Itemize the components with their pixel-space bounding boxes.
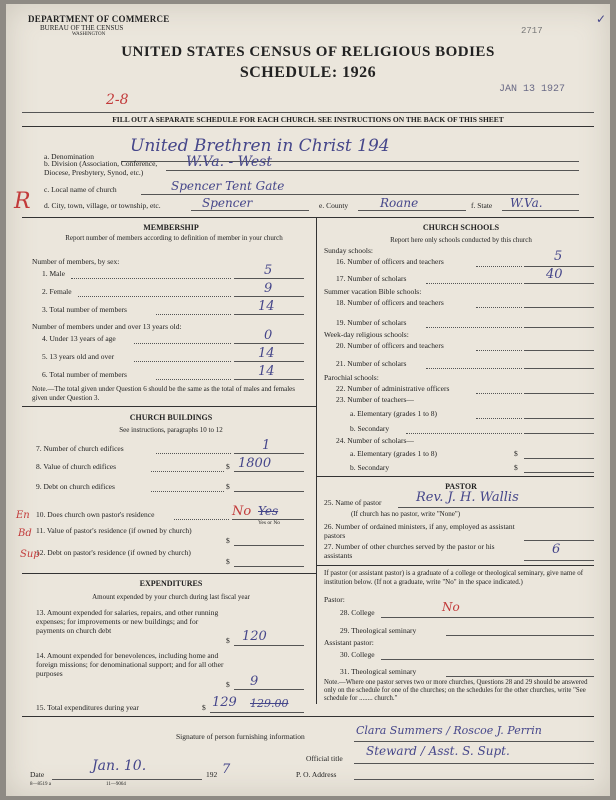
membership-note: Note.—The total given under Question 6 should be the same as the total of males and females given under Question 3.: [32, 385, 296, 402]
print-code: 8—8519 a: [30, 782, 51, 787]
q21-label: 21. Number of scholars: [336, 359, 407, 368]
q7-label: 7. Number of church edifices: [36, 444, 124, 453]
q13-dollar: $: [226, 636, 230, 645]
q11-dollar: $: [226, 536, 230, 545]
form-number: 2717: [521, 26, 543, 36]
instr-rule: [22, 126, 594, 127]
q22-label: 22. Number of administrative officers: [336, 384, 450, 393]
official-title-label: Official title: [306, 754, 343, 763]
sunday-schools-label: Sunday schools:: [324, 246, 373, 255]
local-name-value: Spencer Tent Gate: [171, 179, 285, 193]
form-title: UNITED STATES CENSUS OF RELIGIOUS BODIES: [121, 44, 495, 60]
margin-note-1: En: [16, 510, 30, 521]
q7-value: 1: [262, 438, 271, 453]
q8-dollar: $: [226, 462, 230, 471]
q24-label: 24. Number of scholars—: [336, 436, 414, 445]
county-value: Roane: [380, 196, 419, 210]
margin-note-2: Bd: [18, 528, 32, 539]
year-digit: 7: [222, 762, 231, 777]
received-date-stamp: JAN 13 1927: [499, 84, 566, 95]
q23-label: 23. Number of teachers—: [336, 395, 414, 404]
check-mark-icon: ✓: [596, 12, 607, 26]
pastor-heading: PASTOR: [445, 482, 477, 491]
q24a-dollar: $: [514, 449, 518, 458]
q4-value: 0: [264, 328, 273, 343]
q14-value: 9: [250, 674, 259, 689]
bureau-name: BUREAU OF THE CENSUS: [40, 24, 124, 32]
buildings-sub: See instructions, paragraphs 10 to 12: [119, 426, 223, 434]
assistant-subheading: Assistant pastor:: [324, 638, 374, 647]
schools-heading: CHURCH SCHOOLS: [422, 223, 500, 232]
q15-label: 15. Total expenditures during year: [36, 703, 139, 712]
q27-value: 6: [552, 542, 561, 557]
margin-note-3: Sup: [20, 549, 40, 560]
state-label: f. State: [471, 201, 493, 210]
q18-label: 18. Number of officers and teachers: [336, 298, 444, 307]
q10-label: 10. Does church own pastor's residence: [36, 510, 155, 519]
schools-intro: Report here only schools conducted by this church: [390, 236, 532, 244]
q4-label: 4. Under 13 years of age: [42, 334, 116, 343]
college-note: If pastor (or assistant pastor) is a graduate of a college or theological seminary, give name of institution below. (If not a graduate, write "No" in the space indicated.): [324, 569, 584, 586]
po-address-label: P. O. Address: [296, 770, 337, 779]
local-name-label: c. Local name of church: [44, 185, 117, 194]
q27-label: 27. Number of other churches served by the pastor or his assistants: [324, 542, 495, 560]
top-rule: [22, 112, 594, 113]
q28-label: 28. College: [340, 608, 375, 617]
q23a-label: a. Elementary (grades 1 to 8): [350, 409, 438, 418]
q6-value: 14: [258, 364, 275, 379]
college-rule: [316, 565, 594, 566]
q20-label: 20. Number of officers and teachers: [336, 341, 444, 350]
q25-note: (If church has no pastor, write "None"): [351, 510, 461, 518]
expenditures-heading: EXPENDITURES: [139, 579, 203, 588]
q24b-label: b. Secondary: [350, 463, 390, 472]
pastor-note: Note.—Where one pastor serves two or more churches, Questions 28 and 29 should be answered only on the schedule for one of the churches; on the schedules for the other churches, write "See schedule for ........ church.": [324, 679, 588, 702]
q14-dollar: $: [226, 680, 230, 689]
q19-label: 19. Number of scholars: [336, 318, 407, 327]
year-prefix: 192: [206, 770, 218, 779]
footer-rule: [22, 716, 594, 717]
expenditures-rule: [22, 573, 316, 574]
q23b-label: b. Secondary: [350, 424, 390, 433]
instructions-line: FILL OUT A SEPARATE SCHEDULE FOR EACH CHURCH. SEE INSTRUCTIONS ON THE BACK OF THIS SHEET: [112, 115, 504, 124]
buildings-heading: CHURCH BUILDINGS: [129, 413, 213, 422]
expenditures-sub: Amount expended by your church during last fiscal year: [92, 593, 250, 601]
handwritten-code: 2-8: [106, 92, 129, 108]
membership-intro: Report number of members according to definition of member in your church: [65, 234, 283, 242]
city-value: Spencer: [202, 196, 253, 210]
q9-label: 9. Debt on church edifices: [36, 482, 115, 491]
q5-value: 14: [258, 346, 275, 361]
q29-label: 29. Theological seminary: [340, 626, 417, 635]
division-value: W.Va. - West: [186, 154, 272, 170]
q10-value: No: [232, 504, 252, 519]
column-divider: [316, 217, 317, 704]
q31-label: 31. Theological seminary: [340, 667, 417, 676]
county-label: e. County: [319, 201, 349, 210]
q17-value: 40: [546, 267, 563, 282]
weekday-schools-label: Week-day religious schools:: [324, 330, 409, 339]
q1-label: 1. Male: [42, 269, 65, 278]
signature-value: Clara Summers / Roscoe J. Perrin: [356, 724, 542, 737]
q25-label: 25. Name of pastor: [324, 498, 382, 507]
membership-heading: MEMBERSHIP: [143, 223, 199, 232]
date-label: Date: [30, 770, 45, 779]
q24a-label: a. Elementary (grades 1 to 8): [350, 449, 438, 458]
q1-value: 5: [264, 263, 273, 278]
q24b-dollar: $: [514, 463, 518, 472]
q30-label: 30. College: [340, 650, 375, 659]
census-schedule-sheet: [6, 4, 610, 796]
division-label: b. Division (Association, Conference, Diocese, Presbytery, Synod, etc.): [44, 159, 158, 177]
parochial-schools-label: Parochial schools:: [324, 373, 379, 382]
official-title-value: Steward / Asst. S. Supt.: [366, 744, 510, 758]
q12-dollar: $: [226, 557, 230, 566]
section-rule: [22, 217, 594, 218]
q17-label: 17. Number of scholars: [336, 274, 407, 283]
print-code-2: 11—9064: [106, 782, 126, 787]
state-value: W.Va.: [510, 196, 543, 210]
members-by-sex-label: Number of members, by sex:: [32, 257, 120, 266]
q28-value: No: [442, 600, 460, 614]
q6-label: 6. Total number of members: [42, 370, 127, 379]
q13-label: 13. Amount expended for salaries, repairs, and other running expenses; for improvements or new buildings; and for payments on church debt: [36, 608, 219, 635]
denomination-label: a. Denomination: [44, 152, 94, 161]
pastor-rule: [316, 476, 594, 477]
q2-value: 9: [264, 281, 273, 296]
q25-value: Rev. J. H. Wallis: [416, 490, 519, 505]
date-value: Jan. 10.: [92, 758, 147, 774]
q16-label: 16. Number of officers and teachers: [336, 257, 444, 266]
q15-dollar: $: [202, 703, 206, 712]
q11-label: 11. Value of pastor's residence (if owned by church): [36, 526, 192, 535]
q8-value: 1800: [238, 456, 272, 471]
q2-label: 2. Female: [42, 287, 72, 296]
margin-mark: R: [14, 189, 31, 214]
vacation-schools-label: Summer vacation Bible schools:: [324, 287, 422, 296]
q13-value: 120: [242, 629, 267, 644]
q9-dollar: $: [226, 482, 230, 491]
q26-label: 26. Number of ordained ministers, if any, employed as assistant pastors: [324, 522, 515, 540]
q10-struck-value: Yes: [258, 504, 279, 518]
q8-label: 8. Value of church edifices: [36, 462, 117, 471]
q15-struck-value: 129.00: [250, 697, 289, 710]
q5-label: 5. 13 years old and over: [42, 352, 115, 361]
buildings-rule: [22, 406, 316, 407]
denomination-value: United Brethren in Christ 194: [130, 136, 390, 156]
q3-value: 14: [258, 299, 275, 314]
bureau-city: WASHINGTON: [72, 32, 106, 37]
q12-label: 12. Debt on pastor's residence (if owned by church): [36, 548, 191, 557]
q16-value: 5: [554, 249, 563, 264]
signature-label: Signature of person furnishing information: [176, 732, 305, 741]
city-label: d. City, town, village, or township, etc.: [44, 201, 161, 210]
schedule-title: SCHEDULE: 1926: [239, 64, 377, 81]
department-name: DEPARTMENT OF COMMERCE: [28, 14, 170, 24]
members-by-age-label: Number of members under and over 13 years old:: [32, 322, 182, 331]
q15-value: 129: [212, 695, 237, 710]
yes-no-caption: Yes or No: [258, 520, 281, 526]
q3-label-text: 3. Total number of members: [42, 305, 127, 314]
pastor-subheading: Pastor:: [324, 595, 345, 604]
q14-label: 14. Amount expended for benevolences, including home and foreign missions; for denominational support; and for all other purposes: [36, 651, 224, 678]
